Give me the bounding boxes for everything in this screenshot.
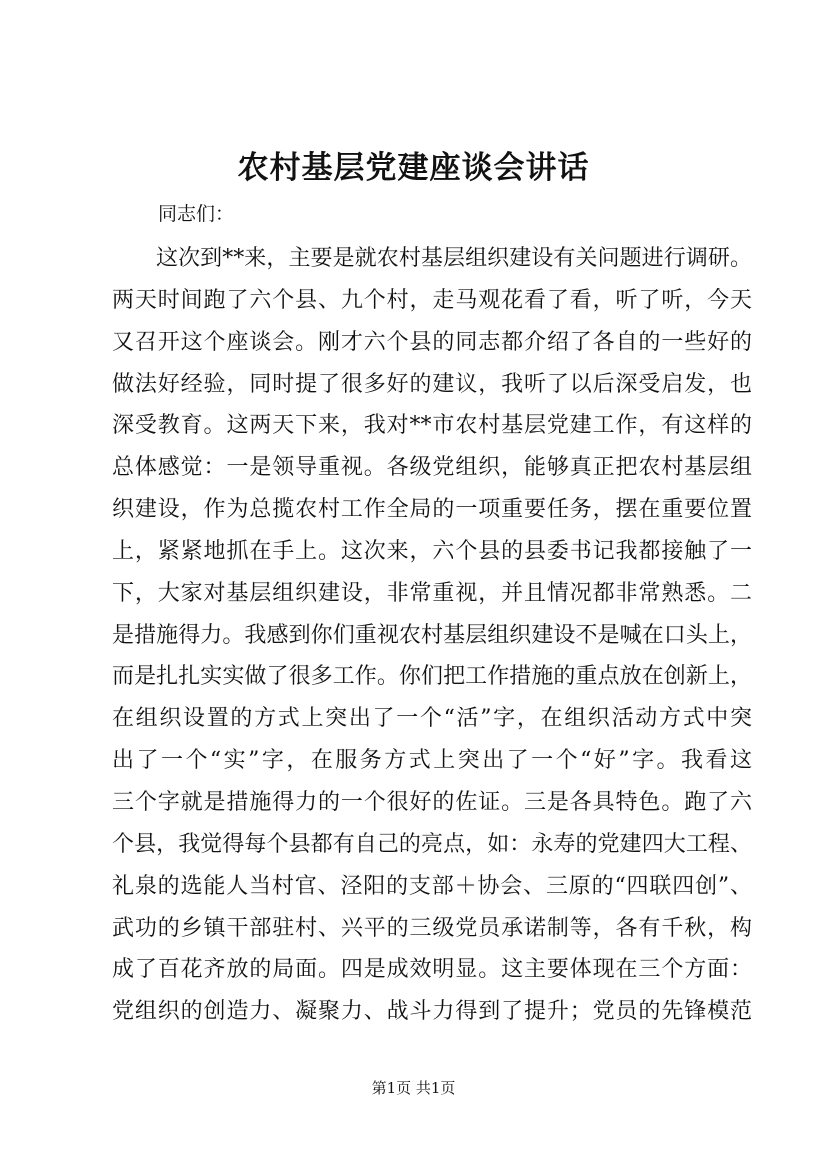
text-line: 在组织设置的方式上突出了一个“活”字，在组织活动方式中突 xyxy=(112,706,752,732)
text-line: 两天时间跑了六个县、九个村，走马观花看了看，听了听，今天 xyxy=(112,287,752,313)
text-line: 又召开这个座谈会。刚才六个县的同志都介绍了各自的一些好的 xyxy=(112,329,752,355)
text-line: 下，大家对基层组织建设，非常重视，并且情况都非常熟悉。二 xyxy=(112,580,752,606)
text-line: 三个字就是措施得力的一个很好的佐证。三是各具特色。跑了六 xyxy=(112,789,752,815)
text-line: 深受教育。这两天下来，我对**市农村基层党建工作，有这样的 xyxy=(112,413,752,439)
text-line: 出了一个“实”字，在服务方式上突出了一个“好”字。我看这 xyxy=(112,748,752,774)
document-title: 农村基层党建座谈会讲话 xyxy=(237,150,590,186)
text-line: 武功的乡镇干部驻村、兴平的三级党员承诺制等，各有千秋，构 xyxy=(112,915,752,941)
text-line: 这次到**来，主要是就农村基层组织建设有关问题进行调研。 xyxy=(156,246,752,271)
text-line: 做法好经验，同时提了很多好的建议，我听了以后深受启发，也 xyxy=(112,371,752,397)
text-line: 成了百花齐放的局面。四是成效明显。这主要体现在三个方面： xyxy=(112,957,752,983)
text-line: 织建设，作为总揽农村工作全局的一项重要任务，摆在重要位置 xyxy=(112,497,752,523)
body-text xyxy=(112,238,752,1033)
text-line: 而是扎扎实实做了很多工作。你们把工作措施的重点放在创新上， xyxy=(112,664,752,690)
text-line: 礼泉的选能人当村官、泾阳的支部＋协会、三原的“四联四创”、 xyxy=(112,873,752,899)
text-line: 党组织的创造力、凝聚力、战斗力得到了提升；党员的先锋模范 xyxy=(112,999,752,1025)
text-line: 是措施得力。我感到你们重视农村基层组织建设不是喊在口头上， xyxy=(112,622,752,648)
text-line: 总体感觉：一是领导重视。各级党组织，能够真正把农村基层组 xyxy=(112,455,752,481)
salutation: 同志们： xyxy=(158,203,235,225)
text-line: 上，紧紧地抓在手上。这次来，六个县的县委书记我都接触了一 xyxy=(112,538,752,564)
page-number: 第1页 共1页 xyxy=(371,1079,456,1097)
text-line: 个县，我觉得每个县都有自己的亮点，如：永寿的党建四大工程、 xyxy=(112,831,752,857)
